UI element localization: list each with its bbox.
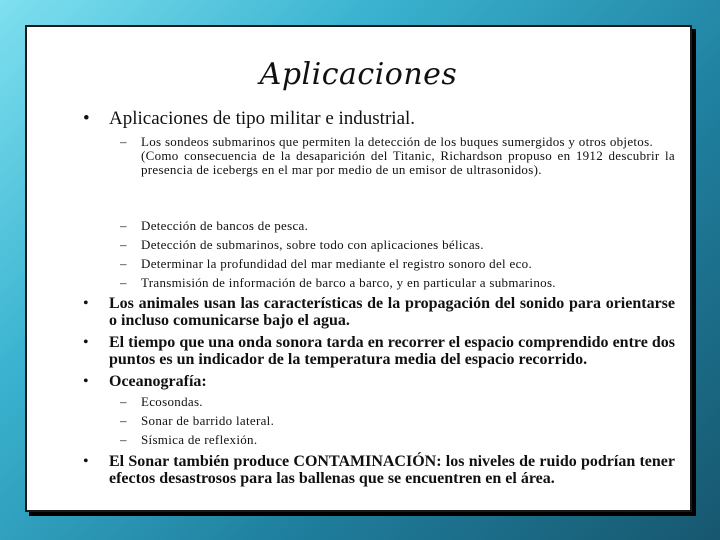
- bullet-text: El Sonar también produce CONTAMINACIÓN: los niveles de ruido podrían tener efectos desastrosos para las ballenas que se encuentren en el área.: [109, 453, 675, 487]
- sub-bullet-note: (Como consecuencia de la desaparición del Titanic, Richardson propuso en 1912 descubrir la presencia de icebergs en el mar por medio de un emisor de ultrasonidos).: [141, 148, 675, 177]
- sub-bullet-item: [120, 238, 675, 252]
- sub-bullet-item: [120, 257, 675, 271]
- sub-bullet-item: [120, 414, 675, 428]
- sub-bullet-text: Detección de submarinos, sobre todo con aplicaciones bélicas.: [141, 237, 484, 252]
- sub-bullet-text: Detección de bancos de pesca.: [141, 218, 309, 233]
- bullet-dot-icon: •: [83, 334, 89, 351]
- sub-bullet-text: Sísmica de reflexión.: [141, 432, 258, 447]
- slide-title: Aplicaciones: [259, 57, 458, 92]
- bullet-text: Los animales usan las características de la propagación del sonido para orientarse o incluso comunicarse bajo el agua.: [109, 295, 675, 329]
- bullet-item: [83, 334, 675, 368]
- bullet-item: [83, 373, 675, 390]
- sub-bullet-text: Sonar de barrido lateral.: [141, 413, 275, 428]
- sub-bullet-text: Ecosondas.: [141, 394, 203, 409]
- bullet-text: El tiempo que una onda sonora tarda en recorrer el espacio comprendido entre dos puntos es un indicador de la temperatura media del espacio recorrido.: [109, 334, 675, 368]
- dash-icon: –: [120, 432, 127, 447]
- bullet-dot-icon: •: [83, 295, 89, 312]
- sub-bullet-item: [120, 219, 675, 233]
- dash-icon: –: [120, 237, 127, 252]
- bullet-text: Oceanografía:: [109, 373, 207, 390]
- bullet-item: [83, 453, 675, 487]
- sub-bullet-text: Los sondeos submarinos que permiten la detección de los buques sumergidos y otros objetos.: [141, 134, 654, 149]
- bullet-item: [83, 109, 675, 129]
- bullet-dot-icon: •: [83, 108, 90, 129]
- bullet-item: [83, 295, 675, 329]
- sub-bullet-item: [120, 395, 675, 409]
- dash-icon: –: [120, 413, 127, 428]
- sub-bullet-item: [120, 433, 675, 447]
- dash-icon: –: [120, 134, 127, 149]
- sub-bullet-item: [120, 135, 675, 177]
- dash-icon: –: [120, 394, 127, 409]
- dash-icon: –: [120, 256, 127, 271]
- sub-bullet-text: Transmisión de información de barco a barco, y en particular a submarinos.: [141, 275, 556, 290]
- sub-bullet-text: Determinar la profundidad del mar mediante el registro sonoro del eco.: [141, 256, 533, 271]
- slide: [25, 25, 692, 512]
- dash-icon: –: [120, 275, 127, 290]
- bullet-text: Aplicaciones de tipo militar e industrial.: [109, 108, 416, 129]
- sub-bullet-item: [120, 276, 675, 290]
- bullet-dot-icon: •: [83, 373, 89, 390]
- bullet-dot-icon: •: [83, 453, 89, 470]
- dash-icon: –: [120, 218, 127, 233]
